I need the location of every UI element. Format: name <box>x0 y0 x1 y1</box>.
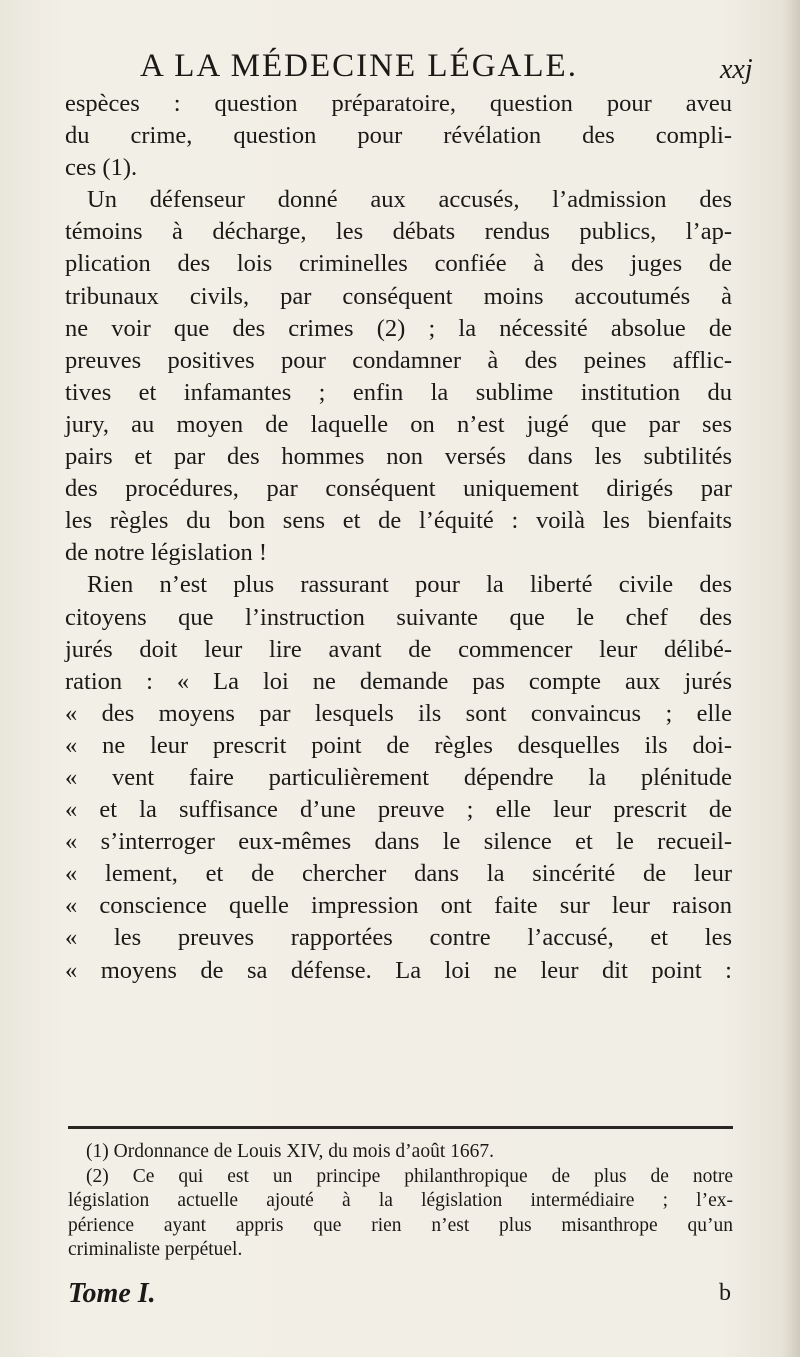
text-line: « lement, et de chercher dans la sincérité de leur <box>65 860 732 888</box>
text-line: témoins à décharge, les débats rendus publics, l’ap- <box>65 218 732 246</box>
text-line: tribunaux civils, par conséquent moins accoutumés à <box>65 282 732 310</box>
text-line: « conscience quelle impression ont faite sur leur raison <box>65 892 732 920</box>
signature-line <box>68 1278 733 1310</box>
footnote-line: périence ayant appris que rien n’est plus misanthrope qu’un <box>68 1214 733 1236</box>
footnotes <box>68 1140 733 1263</box>
text-line: Rien n’est plus rassurant pour la liberté civile des <box>87 571 732 599</box>
text-line: « ne leur prescrit point de règles desquelles ils doi- <box>65 731 732 759</box>
text-line: tives et infamantes ; enfin la sublime institution du <box>65 378 732 406</box>
text-line: du crime, question pour révélation des compli- <box>65 122 732 150</box>
text-line: « les preuves rapportées contre l’accusé, et les <box>65 924 732 952</box>
text-line: « s’interroger eux-mêmes dans le silence et le recueil- <box>65 828 732 856</box>
text-line: ces (1). <box>65 154 138 182</box>
text-line: ration : « La loi ne demande pas compte aux jurés <box>65 667 732 695</box>
text-line: jury, au moyen de laquelle on n’est jugé que par ses <box>65 410 732 438</box>
text-line: Un défenseur donné aux accusés, l’admission des <box>87 186 732 214</box>
text-line: « vent faire particulièrement dépendre la plénitude <box>65 763 732 791</box>
text-line: des procédures, par conséquent uniquement dirigés par <box>65 475 732 503</box>
running-title: A LA MÉDECINE LÉGALE. <box>140 48 578 84</box>
text-line: preuves positives pour condamner à des peines afflic- <box>65 346 732 374</box>
text-line: « et la suffisance d’une preuve ; elle leur prescrit de <box>65 796 732 824</box>
text-line: citoyens que l’instruction suivante que le chef des <box>65 603 732 631</box>
text-line: pairs et par des hommes non versés dans les subtilités <box>65 443 732 471</box>
footnote-line: (2) Ce qui est un principe philanthropique de plus de notre <box>86 1165 733 1187</box>
footnote-line: (1) Ordonnance de Louis XIV, du mois d’août 1667. <box>86 1141 494 1162</box>
text-line: jurés doit leur lire avant de commencer leur délibé- <box>65 635 732 663</box>
text-line: plication des lois criminelles confiée à des juges de <box>65 250 732 278</box>
footnote-line: criminaliste perpétuel. <box>68 1239 243 1261</box>
text-line: ne voir que des crimes (2) ; la nécessité absolue de <box>65 314 732 342</box>
page-header <box>0 40 800 90</box>
main-text <box>65 88 732 987</box>
text-line: « moyens de sa défense. La loi ne leur dit point : <box>65 956 732 984</box>
text-line: espèces : question préparatoire, question pour aveu <box>65 90 732 117</box>
footnote-rule <box>68 1126 733 1129</box>
volume-label: Tome I. <box>68 1278 156 1309</box>
text-line: les règles du bon sens et de l’équité : voilà les bienfaits <box>65 507 732 535</box>
text-line: « des moyens par lesquels ils sont convaincus ; elle <box>65 699 732 727</box>
footnote-line: législation actuelle ajouté à la législation intermédiaire ; l’ex- <box>68 1190 733 1212</box>
text-line: de notre législation ! <box>65 539 268 567</box>
page-edge-shadow <box>782 0 800 1357</box>
page-number: xxj <box>720 54 753 85</box>
signature-mark: b <box>719 1280 731 1306</box>
